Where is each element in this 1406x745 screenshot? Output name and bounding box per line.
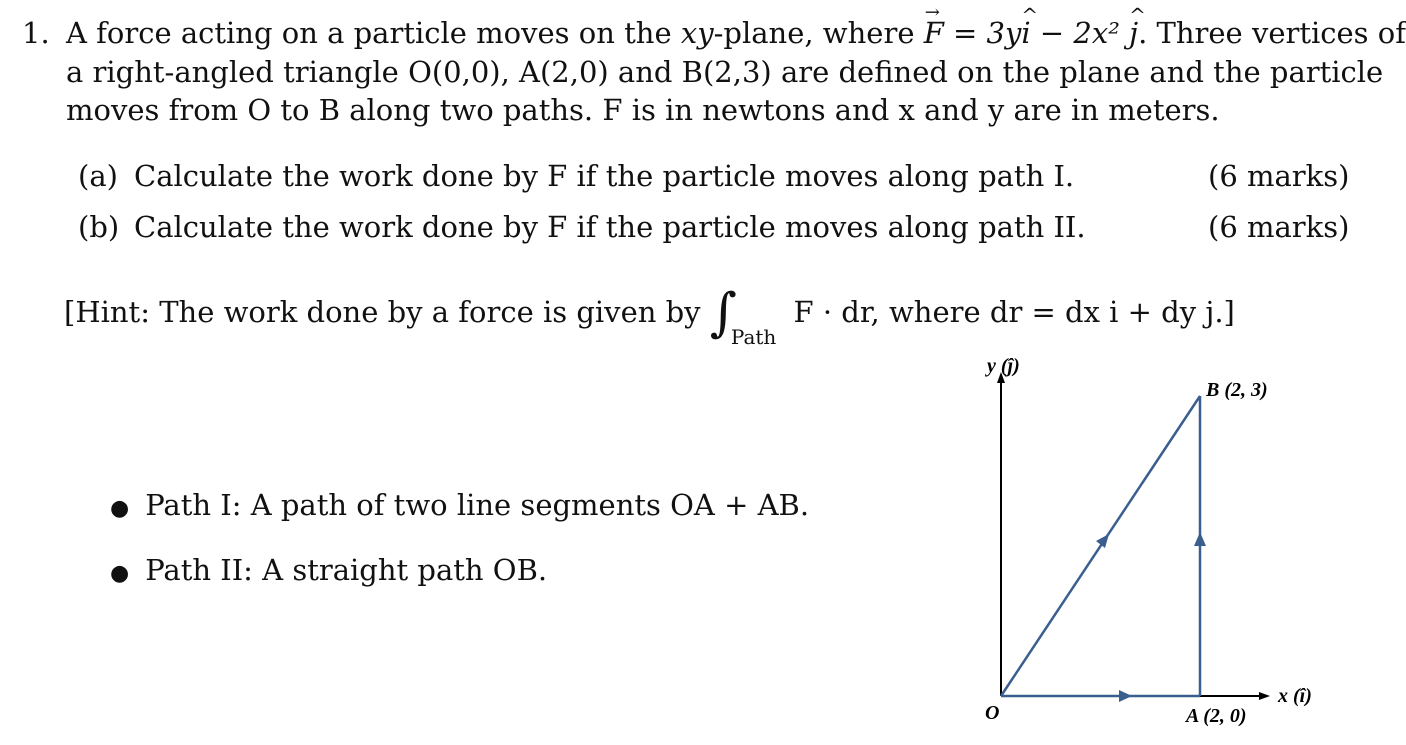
question-line-1-mid: -plane, where [713, 16, 924, 50]
j-hat-symbol: j ^ [1129, 16, 1138, 50]
i-hat-symbol: i ^ [1021, 16, 1030, 50]
point-b-label: B (2, 3) [1206, 379, 1268, 401]
bullet-icon: ● [110, 496, 130, 521]
y-axis-label: y (ĵ) [987, 355, 1020, 377]
question-line-1 [66, 16, 1406, 50]
part-a-label: (a) [78, 159, 118, 193]
integral-sign: ∫ [709, 283, 737, 343]
path-ob [1001, 396, 1200, 696]
arrow-ab [1194, 532, 1206, 546]
question-line-2: a right-angled triangle O(0,0), A(2,0) and B(2,3) are defined on the plane and the particle [66, 55, 1384, 89]
question-line-3: moves from O to B along two paths. F is in newtons and x and y are in meters. [66, 93, 1220, 127]
triangle-diagram [960, 350, 1345, 745]
force-vector-symbol: F = 3y → [924, 16, 1022, 50]
part-a-marks: (6 marks) [1208, 159, 1350, 193]
part-b-marks: (6 marks) [1208, 210, 1350, 244]
question-number: 1. [22, 16, 50, 50]
xy-symbol: xy [680, 16, 714, 50]
force-term-2: − 2x² [1030, 16, 1130, 50]
path-1-text: Path I: A path of two line segments OA + AB. [145, 488, 810, 522]
point-a-label: A (2, 0) [1186, 705, 1247, 727]
bullet-icon: ● [110, 561, 130, 586]
hint-prefix: [Hint: The work done by a force is given by [64, 295, 701, 329]
arrow-oa [1119, 690, 1132, 702]
hint-suffix: F · dr, where dr = dx i + dy j.] [793, 295, 1235, 329]
question-line-1-start: A force acting on a particle moves on the [66, 16, 681, 50]
arrow-ob [1096, 534, 1109, 548]
path-2-text: Path II: A straight path OB. [145, 553, 548, 587]
x-axis-arrowhead [1259, 692, 1270, 700]
part-b-label: (b) [78, 210, 120, 244]
question-line-1-end: . Three vertices of [1138, 16, 1406, 50]
part-b-text: Calculate the work done by F if the particle moves along path II. [134, 210, 1086, 244]
list-item-path-2 [110, 553, 547, 591]
origin-label: O [985, 702, 1000, 724]
part-a-text: Calculate the work done by F if the particle moves along path I. [134, 159, 1075, 193]
integral-subscript: Path [730, 325, 777, 349]
x-axis-label: x (î) [1278, 685, 1312, 707]
list-item-path-1 [110, 488, 809, 526]
hint [64, 283, 1235, 349]
